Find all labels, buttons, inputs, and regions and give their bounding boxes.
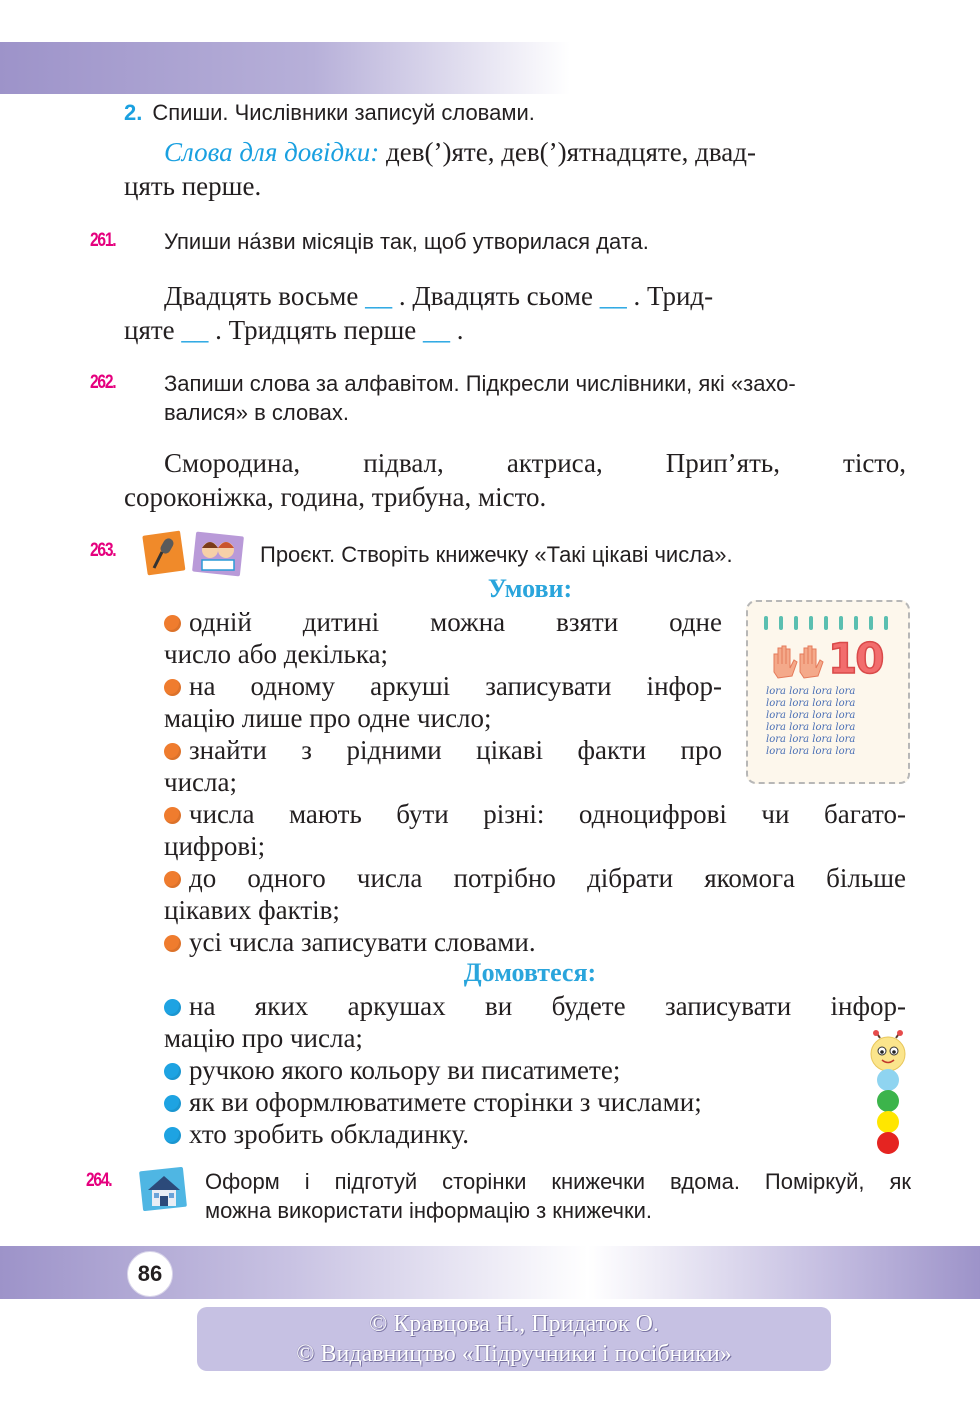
reference-label: Слова для довідки: [164, 137, 380, 167]
agreement-item-cont: мацію про числа; [164, 1023, 363, 1053]
condition-item: до одного числа потрібно дібрати якомога більше [164, 862, 906, 894]
blank-field[interactable]: __ [423, 315, 450, 345]
caterpillar-illustration [862, 1030, 914, 1158]
notebook-hands-10-illustration [746, 600, 910, 784]
blank-field[interactable]: __ [365, 281, 393, 311]
condition-item-cont: число або декілька; [164, 639, 389, 669]
task-2-instruction: 2. Спиши. Числівники записуй словами. [124, 100, 535, 125]
condition-item-cont: числа; [164, 767, 237, 797]
condition-item: на одному аркуші записувати інфор- [164, 670, 722, 702]
orange-bullet-icon [164, 679, 181, 696]
notebook-number: 10 [828, 634, 883, 683]
task-264-instruction-2: можна використати інформацію з книжечки. [205, 1198, 653, 1223]
condition-item: знайти з рідними цікаві факти про [164, 734, 722, 766]
copyright-box [197, 1307, 831, 1371]
task-261-number: 261. [90, 230, 116, 251]
task-264-instruction-1: Оформ і підготуй сторінки книжечки вдома. Поміркуй, як [205, 1169, 911, 1194]
page-number: 86 [127, 1251, 173, 1297]
agreement-item: на яких аркушах ви будете записувати інфор- [164, 990, 906, 1022]
condition-item: числа мають бути різні: одноцифрові чи багато- [164, 798, 906, 830]
copyright-authors: © Кравцова Н., Придаток О. [369, 1311, 659, 1337]
blue-bullet-icon [164, 1127, 181, 1144]
blank-field[interactable]: __ [599, 281, 627, 311]
condition-item-cont: мацію лише про одне число; [164, 703, 492, 733]
house-sticker-icon [136, 1164, 192, 1221]
task-262-words-1: Смородина, підвал, актриса, Прип’ять, тісто, [164, 448, 906, 478]
notebook-script: lora lora lora lora lora lora lora lora lora lora lora lora lora lora lora lora lora lora lora lora lora lora lora lora [766, 686, 856, 757]
task-2-reference-cont: цять перше. [124, 171, 262, 201]
agree-heading: Домовтеся: [463, 958, 597, 987]
condition-item: одній дитині можна взяти одне [164, 606, 722, 638]
condition-item-cont: цікавих фактів; [164, 895, 340, 925]
task-261-line2: цяте __ . Тридцять перше __ . [124, 315, 464, 345]
blank-field[interactable]: __ [181, 315, 209, 345]
orange-bullet-icon [164, 743, 181, 760]
orange-bullet-icon [164, 871, 181, 888]
orange-bullet-icon [164, 935, 181, 952]
blue-bullet-icon [164, 1095, 181, 1112]
task-262-words-2: сороконіжка, година, трибуна, місто. [124, 482, 547, 512]
blue-bullet-icon [164, 1063, 181, 1080]
task-261-line1: Двадцять восьме __ . Двадцять сьоме __ . Трид- [164, 281, 714, 311]
agreement-item: як ви оформлюватимете сторінки з числами; [164, 1086, 702, 1118]
condition-item-cont: цифрові; [164, 831, 266, 861]
task-262-instruction-2: валися» в словах. [164, 400, 349, 425]
task-2-number: 2. [124, 100, 143, 125]
task-262-instruction-1: Запиши слова за алфавітом. Підкресли числівники, які «захо- [164, 371, 796, 396]
task-264-number: 264. [86, 1170, 112, 1191]
conditions-heading: Умови: [487, 574, 573, 603]
agreement-item: хто зробить обкладинку. [164, 1118, 469, 1150]
task-262-number: 262. [90, 372, 116, 393]
orange-bullet-icon [164, 615, 181, 632]
condition-item: усі числа записувати словами. [164, 926, 536, 958]
agreement-item: ручкою якого кольору ви писатимете; [164, 1054, 620, 1086]
task-261-instruction: Упиши на́зви місяців так, щоб утворилася дата. [164, 229, 649, 254]
copyright-publisher: © Видавництво «Підручники і посібники» [296, 1341, 732, 1367]
task-263-number: 263. [90, 540, 116, 561]
task-263-instruction: Проєкт. Створіть книжечку «Такі цікаві числа». [260, 542, 733, 567]
orange-bullet-icon [164, 807, 181, 824]
top-decor-band [0, 42, 570, 94]
task-2-reference: Слова для довідки: дев(’)яте, дев(’)ятнадцяте, двад- [164, 137, 757, 167]
blue-bullet-icon [164, 999, 181, 1016]
